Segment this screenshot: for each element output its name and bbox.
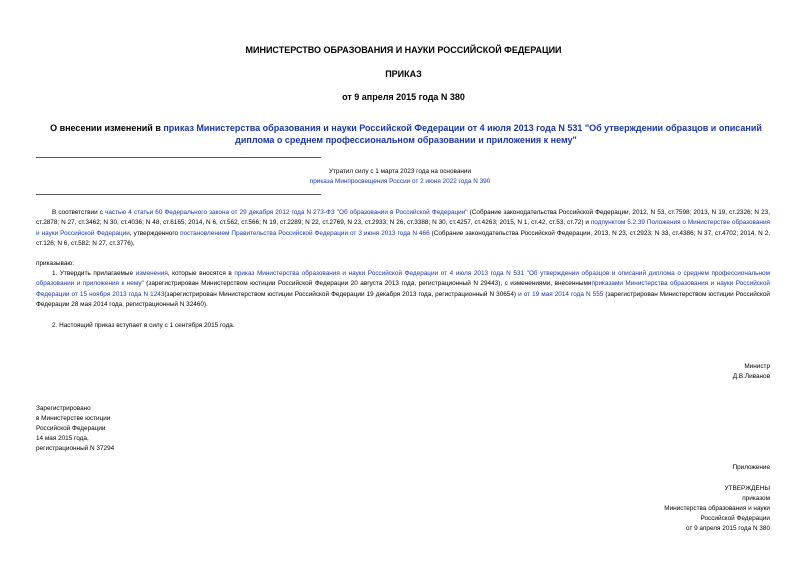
item1-link-order-531[interactable]: приказ Министерства образования и науки Российской Федерации от 4 июля 2013 года N 531 "Об утверждении образцов и описаний диплома о среднем профессиональном образовании и приложения к нему" (36, 270, 770, 288)
basis-text-3: , утвержденного (129, 229, 181, 237)
item1-link-changes[interactable]: изменения (135, 270, 168, 277)
basis-text-1: В соответствии с (52, 209, 106, 216)
approval-line: приказом (742, 495, 770, 502)
approval-line: от 9 апреля 2015 года N 380 (685, 525, 770, 532)
approval-line: Министерства образования и науки (664, 505, 770, 512)
approval-line: УТВЕРЖДЕНЫ (724, 485, 770, 492)
doc-date-number: от 9 апреля 2015 года N 380 (342, 92, 465, 102)
document-title (50, 122, 762, 146)
item1-text-3: (зарегистрирован Министерством юстиции Российской Федерации 20 августа 2013 года, регистрационный N 29443), с изменениями, внесенными (143, 280, 592, 288)
item-2-paragraph: 2. Настоящий приказ вступает в силу с 1 сентября 2015 года. (52, 322, 235, 329)
basis-text-2: (Собрание законодательства Российской Федерации, 2012, N 53, ст.7598; 2013, N 19, ст.2326; N 23, ст.2878; N 27, ст.3462; N 30, ст.4036; N 48, ст.6165; 2014, N 6, ст.562, ст.566; N 19, ст.2289; N 22, ст.2769, N 23, ст.2933; N 26, ст.3388; N 30, ст.4257, ст.4263; 2015, N 1, ст.42, ст.53, ст.72) и (36, 209, 770, 227)
repeal-notice-link[interactable]: приказа Минпросвещения России от 2 июня 2022 года N 390 (309, 178, 491, 185)
approval-line: Российской Федерации (700, 515, 770, 522)
repeal-notice-text: Утратил силу с 1 марта 2023 года на основании (328, 168, 472, 175)
divider-bottom (36, 194, 321, 195)
doc-type-heading: ПРИКАЗ (385, 69, 422, 79)
basis-link-subparagraph[interactable]: подпунктом 5.2.39 Положения о Министерстве образования и науки Российской Федерации (36, 219, 770, 237)
item1-text-1: 1. Утвердить прилагаемые (52, 270, 136, 277)
registration-block (36, 404, 114, 454)
appendix-approval-block (664, 484, 770, 534)
signature-name: Д.В.Ливанов (732, 373, 770, 380)
divider-top (36, 157, 321, 158)
title-link[interactable]: приказ Министерства образования и науки Российской Федерации от 4 июля 2013 года N 531 "Об утверждении образцов и описаний диплома о среднем профессиональном образовании и приложения к нему" (163, 123, 762, 145)
item1-link-order-555[interactable]: и от 19 мая 2014 года N 555 (518, 290, 604, 298)
signature-role: Министр (744, 363, 770, 370)
registration-line: 14 мая 2015 года, (36, 435, 89, 442)
basis-link-law[interactable]: частью 4 статьи 60 Федерального закона от 29 декабря 2012 года N 273-ФЗ "Об образовании в Российской Федерации" (105, 209, 468, 216)
item1-link-order-1243[interactable]: приказами Министерства образования и науки Российской Федерации от 15 ноября 2013 года N 1243 (36, 280, 770, 298)
ministry-heading: МИНИСТЕРСТВО ОБРАЗОВАНИЯ И НАУКИ РОССИЙСКОЙ ФЕДЕРАЦИИ (245, 45, 562, 55)
registration-line: регистрационный N 37294 (36, 445, 115, 452)
registration-line: Российской Федерации (36, 425, 106, 432)
item1-text-5: (зарегистрирован Министерством юстиции Российской Федерации 28 мая 2014 года, регистрационный N 32460). (36, 290, 770, 308)
basis-link-resolution[interactable]: постановлением Правительства Российской Федерации от 3 июня 2013 года N 466 (180, 229, 430, 237)
item1-text-2: , которые вносятся в (167, 270, 235, 277)
basis-text-4: (Собрание законодательства Российской Федерации, 2013, N 23, ст.2923; N 33, ст.4386; N 37, ст.4702; 2014, N 2, ст.126; N 6, ст.582; N 27, ст.3776), (36, 229, 771, 247)
signature-block (733, 362, 770, 382)
basis-paragraph (36, 208, 770, 249)
registration-line: в Министерстве юстиции (36, 415, 111, 422)
item-1-paragraph (36, 269, 770, 310)
repeal-notice (300, 167, 500, 187)
registration-line: Зарегистрировано (36, 405, 91, 412)
appendix-label: Приложение (732, 464, 770, 471)
title-prefix: О внесении изменений в (50, 123, 164, 133)
order-word: приказываю: (36, 260, 74, 267)
item1-text-4: (зарегистрирован Министерством юстиции Российской Федерации 19 декабря 2013 года, регистрационный N 30654) (164, 290, 519, 298)
